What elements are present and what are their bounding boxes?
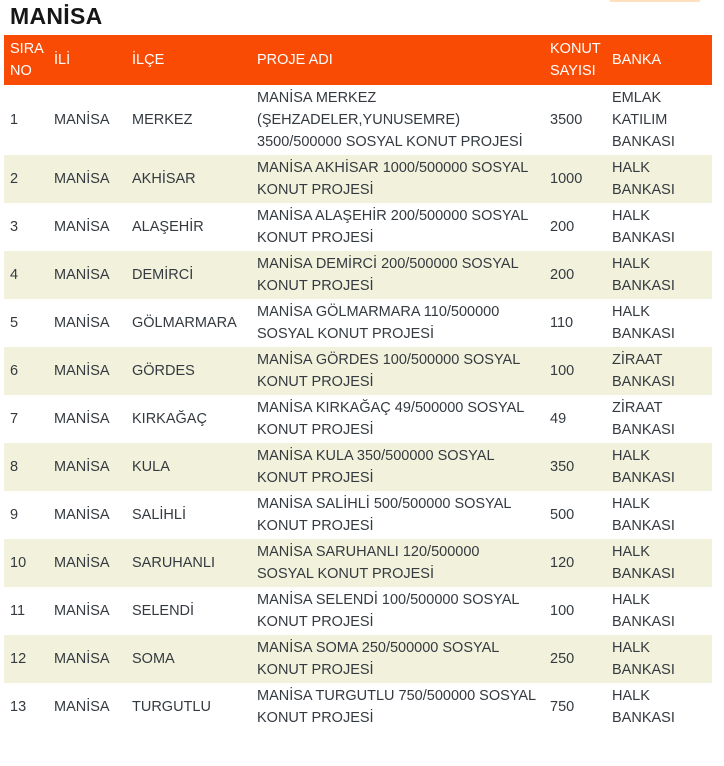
col-header-konut-sayisi: KONUT SAYISI bbox=[544, 35, 606, 85]
cell-ilce: GÖRDES bbox=[126, 347, 251, 395]
cell-proje-adi: MANİSA GÖRDES 100/500000 SOSYAL KONUT PROJESİ bbox=[251, 347, 544, 395]
cell-konut-sayisi: 500 bbox=[544, 491, 606, 539]
cell-sira-no: 2 bbox=[4, 155, 48, 203]
col-header-ili: İLİ bbox=[48, 35, 126, 85]
cell-proje-adi: MANİSA KULA 350/500000 SOSYAL KONUT PROJESİ bbox=[251, 443, 544, 491]
cell-ili: MANİSA bbox=[48, 203, 126, 251]
cell-ilce: MERKEZ bbox=[126, 85, 251, 155]
cell-sira-no: 10 bbox=[4, 539, 48, 587]
cell-ili: MANİSA bbox=[48, 155, 126, 203]
table-row bbox=[4, 491, 712, 539]
table-header-row bbox=[4, 35, 712, 85]
cell-ilce: KULA bbox=[126, 443, 251, 491]
cell-banka: ZİRAAT BANKASI bbox=[606, 395, 712, 443]
col-header-ilce: İLÇE bbox=[126, 35, 251, 85]
cell-proje-adi: MANİSA GÖLMARMARA 110/500000 SOSYAL KONUT PROJESİ bbox=[251, 299, 544, 347]
cell-ilce: KIRKAĞAÇ bbox=[126, 395, 251, 443]
cell-ili: MANİSA bbox=[48, 491, 126, 539]
cell-banka: HALK BANKASI bbox=[606, 443, 712, 491]
table-row bbox=[4, 395, 712, 443]
table-body bbox=[4, 85, 712, 731]
cell-ilce: SARUHANLI bbox=[126, 539, 251, 587]
cell-konut-sayisi: 100 bbox=[544, 587, 606, 635]
cell-banka: HALK BANKASI bbox=[606, 635, 712, 683]
cell-banka: ZİRAAT BANKASI bbox=[606, 347, 712, 395]
cell-konut-sayisi: 250 bbox=[544, 635, 606, 683]
cell-ili: MANİSA bbox=[48, 299, 126, 347]
table-row bbox=[4, 251, 712, 299]
cell-sira-no: 12 bbox=[4, 635, 48, 683]
cell-ilce: AKHİSAR bbox=[126, 155, 251, 203]
table-row bbox=[4, 683, 712, 731]
cell-ili: MANİSA bbox=[48, 395, 126, 443]
cell-proje-adi: MANİSA AKHİSAR 1000/500000 SOSYAL KONUT PROJESİ bbox=[251, 155, 544, 203]
cell-sira-no: 1 bbox=[4, 85, 48, 155]
table-row bbox=[4, 635, 712, 683]
col-header-sira-no: SIRA NO bbox=[4, 35, 48, 85]
cell-konut-sayisi: 3500 bbox=[544, 85, 606, 155]
cell-banka: HALK BANKASI bbox=[606, 203, 712, 251]
cell-sira-no: 5 bbox=[4, 299, 48, 347]
cell-ili: MANİSA bbox=[48, 85, 126, 155]
cell-konut-sayisi: 750 bbox=[544, 683, 606, 731]
cell-proje-adi: MANİSA SELENDİ 100/500000 SOSYAL KONUT PROJESİ bbox=[251, 587, 544, 635]
cell-banka: HALK BANKASI bbox=[606, 299, 712, 347]
cell-ili: MANİSA bbox=[48, 635, 126, 683]
cell-ilce: DEMİRCİ bbox=[126, 251, 251, 299]
cell-konut-sayisi: 120 bbox=[544, 539, 606, 587]
cell-konut-sayisi: 200 bbox=[544, 251, 606, 299]
cell-ilce: ALAŞEHİR bbox=[126, 203, 251, 251]
cell-banka: HALK BANKASI bbox=[606, 587, 712, 635]
table-row bbox=[4, 299, 712, 347]
cell-sira-no: 11 bbox=[4, 587, 48, 635]
cell-proje-adi: MANİSA SALİHLİ 500/500000 SOSYAL KONUT PROJESİ bbox=[251, 491, 544, 539]
table-row bbox=[4, 155, 712, 203]
cell-konut-sayisi: 1000 bbox=[544, 155, 606, 203]
page-title: MANİSA bbox=[10, 3, 103, 29]
cell-proje-adi: MANİSA ALAŞEHİR 200/500000 SOSYAL KONUT PROJESİ bbox=[251, 203, 544, 251]
cell-banka: EMLAK KATILIM BANKASI bbox=[606, 85, 712, 155]
cell-proje-adi: MANİSA SARUHANLI 120/500000 SOSYAL KONUT PROJESİ bbox=[251, 539, 544, 587]
cell-ili: MANİSA bbox=[48, 539, 126, 587]
cell-proje-adi: MANİSA DEMİRCİ 200/500000 SOSYAL KONUT PROJESİ bbox=[251, 251, 544, 299]
cell-proje-adi: MANİSA KIRKAĞAÇ 49/500000 SOSYAL KONUT PROJESİ bbox=[251, 395, 544, 443]
cell-proje-adi: MANİSA SOMA 250/500000 SOSYAL KONUT PROJESİ bbox=[251, 635, 544, 683]
table-row bbox=[4, 85, 712, 155]
cell-ili: MANİSA bbox=[48, 251, 126, 299]
cell-banka: HALK BANKASI bbox=[606, 251, 712, 299]
cell-sira-no: 13 bbox=[4, 683, 48, 731]
cell-ili: MANİSA bbox=[48, 587, 126, 635]
cell-proje-adi: MANİSA MERKEZ (ŞEHZADELER,YUNUSEMRE) 3500/500000 SOSYAL KONUT PROJESİ bbox=[251, 85, 544, 155]
cell-konut-sayisi: 350 bbox=[544, 443, 606, 491]
cell-sira-no: 3 bbox=[4, 203, 48, 251]
cell-sira-no: 4 bbox=[4, 251, 48, 299]
cell-ili: MANİSA bbox=[48, 683, 126, 731]
table-row bbox=[4, 347, 712, 395]
cell-banka: HALK BANKASI bbox=[606, 683, 712, 731]
cell-banka: HALK BANKASI bbox=[606, 155, 712, 203]
cell-sira-no: 9 bbox=[4, 491, 48, 539]
top-edge-strip bbox=[610, 0, 700, 2]
cell-proje-adi: MANİSA TURGUTLU 750/500000 SOSYAL KONUT PROJESİ bbox=[251, 683, 544, 731]
cell-konut-sayisi: 49 bbox=[544, 395, 606, 443]
table-row bbox=[4, 587, 712, 635]
table-row bbox=[4, 443, 712, 491]
cell-konut-sayisi: 110 bbox=[544, 299, 606, 347]
cell-banka: HALK BANKASI bbox=[606, 491, 712, 539]
projects-table bbox=[4, 35, 712, 731]
cell-ilce: SOMA bbox=[126, 635, 251, 683]
table-row bbox=[4, 539, 712, 587]
cell-ilce: SALİHLİ bbox=[126, 491, 251, 539]
col-header-proje-adi: PROJE ADI bbox=[251, 35, 544, 85]
cell-sira-no: 8 bbox=[4, 443, 48, 491]
cell-ili: MANİSA bbox=[48, 347, 126, 395]
table-row bbox=[4, 203, 712, 251]
cell-sira-no: 7 bbox=[4, 395, 48, 443]
cell-sira-no: 6 bbox=[4, 347, 48, 395]
cell-konut-sayisi: 100 bbox=[544, 347, 606, 395]
col-header-banka: BANKA bbox=[606, 35, 712, 85]
cell-ilce: SELENDİ bbox=[126, 587, 251, 635]
cell-ilce: TURGUTLU bbox=[126, 683, 251, 731]
cell-ilce: GÖLMARMARA bbox=[126, 299, 251, 347]
cell-konut-sayisi: 200 bbox=[544, 203, 606, 251]
cell-ili: MANİSA bbox=[48, 443, 126, 491]
cell-banka: HALK BANKASI bbox=[606, 539, 712, 587]
